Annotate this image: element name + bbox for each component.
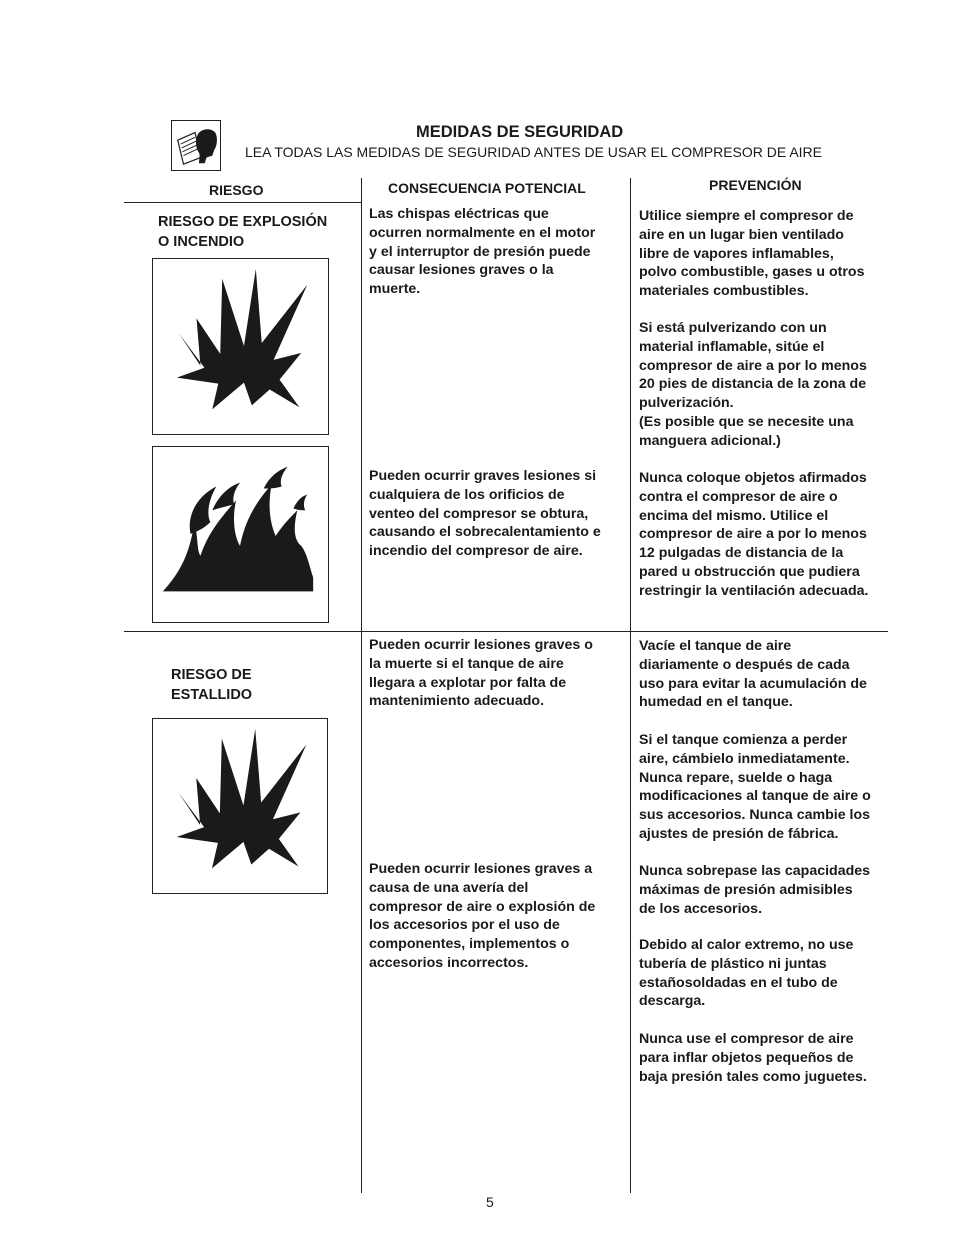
read-manual-icon [171,120,221,171]
prevention-text: Vacíe el tanque de aire diariamente o después de cada uso para evitar la acumulación de humedad en el tanque. [639,638,867,711]
consequence-text: Pueden ocurrir lesiones graves o la muerte si el tanque de aire llegara a explotar por falta de mantenimiento adecuado. [369,637,593,710]
page-title: MEDIDAS DE SEGURIDAD [416,123,624,141]
header-rule [124,202,362,203]
prevention-text: Nunca use el compresor de aire para inflar objetos pequeños de baja presión tales como juguetes. [639,1031,867,1085]
column-header-riesgo: RIESGO [209,182,264,198]
prevention-text: Utilice siempre el compresor de aire en un lugar bien ventilado libre de vapores inflamables, polvo combustible, gases u otros materiales combustibles. [639,208,865,300]
fire-symbol-icon [152,446,329,623]
section-divider [124,631,888,632]
prevention-text: Si está pulverizando con un material inflamable, sitúe el compresor de aire a por lo menos 20 pies de distancia de la zona de pulverización. (Es posible que se necesite una manguera adicional.) [639,320,867,449]
column-header-consecuencia: CONSECUENCIA POTENCIAL [388,180,586,196]
column-header-prevencion: PREVENCIÓN [709,177,802,193]
consequence-text: Pueden ocurrir lesiones graves a causa de una avería del compresor de aire o explosión de los accesorios por el uso de componentes, implementos o accesorios incorrectos. [369,861,596,971]
column-divider-1 [361,178,362,1193]
prevention-text: Nunca sobrepase las capacidades máximas de presión admisibles de los accesorios. [639,863,871,917]
page-number: 5 [486,1194,494,1210]
consequence-text: Las chispas eléctricas que ocurren normalmente en el motor y el interruptor de presión puede causar lesiones graves o la muerte. [369,206,596,298]
prevention-text: Debido al calor extremo, no use tubería de plástico ni juntas estañosoldadas en el tubo de descarga. [639,937,854,1010]
hazard-label-burst: RIESGO DE ESTALLIDO [171,667,253,703]
hazard-label-explosion-fire: RIESGO DE EXPLOSIÓN O INCENDIO [158,214,328,250]
prevention-text: Si el tanque comienza a perder aire, cámbielo inmediatamente. Nunca repare, suelde o haga modificaciones al tanque de aire o sus accesorios. Nunca cambie los ajustes de presión de fábrica. [639,732,871,842]
page-subtitle: LEA TODAS LAS MEDIDAS DE SEGURIDAD ANTES DE USAR EL COMPRESOR DE AIRE [245,144,823,160]
prevention-text: Nunca coloque objetos afirmados contra el compresor de aire o encima del mismo. Utilice el compresor de aire a por lo menos 12 pulgadas de distancia de la pared u obstrucción que pudiera restringir la ventilación adecuada. [639,470,869,599]
column-divider-2 [630,178,631,1193]
explosion-symbol-icon [152,718,328,894]
explosion-symbol-icon [152,258,329,435]
consequence-text: Pueden ocurrir graves lesiones si cualquiera de los orificios de venteo del compresor se obtura, causando el sobrecalentamiento e incendio del compresor de aire. [369,468,601,560]
